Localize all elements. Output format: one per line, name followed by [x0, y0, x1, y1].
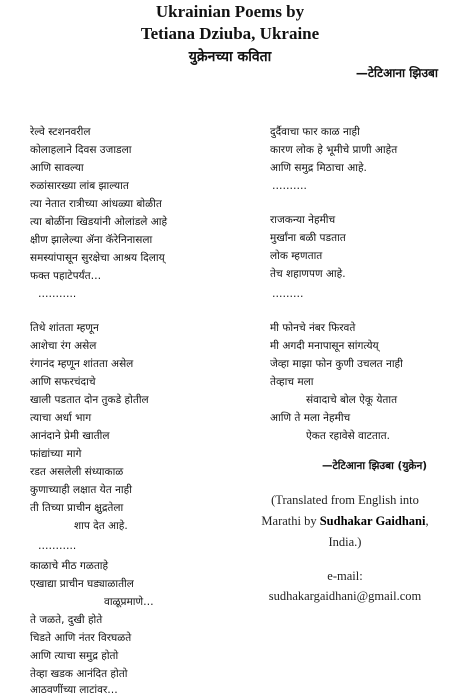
- poem-line: मी फोनचे नंबर फिरवते: [270, 322, 356, 334]
- poem-line: त्याचा अर्धा भाग: [30, 412, 92, 424]
- poem-line: संवादाचे बोल ऐकू येतात: [306, 394, 398, 406]
- email-address[interactable]: sudhakargaidhani@gmail.com: [268, 589, 422, 603]
- translation-line-1: (Translated from English into: [271, 493, 419, 507]
- poem-line: रुळांसारख्या लांब झाल्यात: [30, 180, 129, 192]
- poem-line: राजकन्या नेहमीच: [270, 214, 336, 226]
- email-block: [230, 566, 460, 606]
- poem-line: आठवणींच्या लाटांवर…: [30, 684, 118, 696]
- translation-line-3: India.): [328, 535, 362, 549]
- poem-line: तिथे शांतता म्हणून: [30, 322, 99, 334]
- poem-line: ऐकत रहावेसे वाटतात.: [306, 430, 390, 442]
- author-top: —टेटिआना झिउबा: [355, 66, 438, 80]
- poem-line: आणि सफरचंदाचे: [30, 376, 96, 388]
- poem-line: तेव्हा खडक आनंदित होतो: [30, 668, 128, 680]
- right-column: [230, 0, 460, 699]
- translation-line-2: [230, 511, 460, 532]
- poem-line: आणि त्याचा समुद्र होतो: [30, 650, 119, 662]
- translation-prefix: Marathi by: [261, 514, 320, 528]
- signature: —टेटिआना झिउबा (युक्रेन): [322, 460, 428, 472]
- poem-line: आणि समुद्र मिठाचा आहे.: [270, 162, 367, 174]
- poem-line: रडत असलेली संध्याकाळ: [30, 466, 124, 478]
- poem-line: दुर्दैवाचा फार काळ नाही: [270, 126, 360, 138]
- poem-line: फक्त पहाटेपर्यंत…: [30, 270, 102, 282]
- title-line-1: Ukrainian Poems by: [155, 2, 305, 21]
- poem-line: समस्यांपासून सुरक्षेचा आश्रय दिलाय्: [30, 252, 165, 264]
- poem-line: त्या बोळींना खिडयांनी ओलांडले आहे: [30, 216, 168, 228]
- poem-line: काळाचे मीठ गळताहे: [30, 560, 109, 572]
- stanza-break: ………: [272, 288, 304, 300]
- poem-line: शाप देत आहे.: [74, 520, 128, 532]
- poem-line: एखाद्या प्राचीन घड्याळातील: [30, 578, 134, 590]
- poem-line: आनंदाने प्रेमी खातील: [30, 430, 110, 442]
- stanza-break: ………..: [38, 540, 77, 552]
- poem-line: कोलाहलाने दिवस उजाडला: [30, 144, 132, 156]
- poem-line: त्या नेतात रात्रीच्या आंधळ्या बोळीत: [30, 198, 162, 210]
- translation-note: [230, 490, 460, 553]
- poem-line: मी अगदी मनापासून सांगत्येय्: [270, 340, 379, 352]
- poem-line: वाळूप्रमाणे…: [104, 596, 154, 608]
- poem-line: आणि ते मला नेहमीच: [270, 412, 351, 424]
- title-marathi: युक्रेनच्या कविता: [188, 49, 272, 65]
- poem-line: ते जळते, दुखी होते: [30, 614, 103, 626]
- poem-line: क्षीण झालेल्या ॲना कॅरेनिनासला: [30, 234, 153, 246]
- poem-line: ती तिच्या प्राचीन क्षुद्रतेला: [30, 502, 124, 514]
- poem-line: तेव्हाच मला: [270, 376, 314, 388]
- poem-line: आशेचा रंग असेल: [30, 340, 97, 352]
- poem-line: लोक म्हणतात: [270, 250, 323, 262]
- poem-line: रंगानंद म्हणून शांतता असेल: [30, 358, 134, 370]
- poem-line: खाली पडतात दोन तुकडे होतील: [30, 394, 149, 406]
- poem-line: तेच शहाणपण आहे.: [270, 268, 346, 280]
- poem-line: जेव्हा माझा फोन कुणी उचलत नाही: [270, 358, 403, 370]
- poem-line: मुर्खांना बळी पडतात: [270, 232, 346, 244]
- poem-line: रेल्वे स्टशनवरील: [30, 126, 91, 138]
- poem-line: आणि सावल्या: [30, 162, 84, 174]
- title-line-2: Tetiana Dziuba, Ukraine: [140, 24, 320, 43]
- poem-line: कारण लोक हे भूमीचे प्राणी आहेत: [270, 144, 398, 156]
- translator-name: Sudhakar Gaidhani: [319, 514, 426, 528]
- stanza-break: ………..: [38, 288, 77, 300]
- poem-line: फांद्यांच्या मागे: [30, 448, 82, 460]
- email-label: e-mail:: [327, 569, 363, 583]
- poem-line: कुणाच्याही लक्षात येत नाही: [30, 484, 132, 496]
- poem-line: चिडते आणि नंतर विरघळते: [30, 632, 132, 644]
- translation-suffix: ,: [425, 514, 429, 528]
- stanza-break: ……….: [272, 180, 307, 192]
